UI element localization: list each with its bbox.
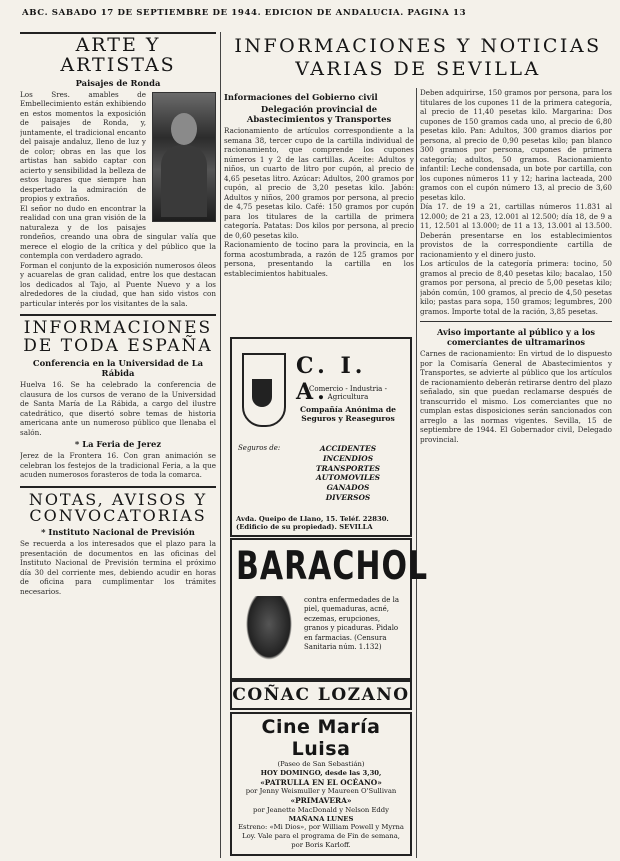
- col3-body-2: Día 17. de 19 a 21, cartillas números 11.831 al 12.000; de 21 a 23, 12.001 al 12.500; día 18, de 9 a 11, 12.501 al 13.000; de 11 a 13, 13.001 al 13.500. Deberán presentarse en los establecimientos provistos de la correspondiente cartilla de racionamiento y el dinero justo.: [420, 202, 612, 259]
- inf-espana-subtitle: Conferencia en la Universidad de La Rábida: [32, 358, 204, 379]
- sevilla-sub1: Informaciones del Gobierno civil: [224, 92, 378, 102]
- page-header: ABC. SÁBADO 17 DE SEPTIEMBRE DE 1944. EDICION DE ANDALUCIA. PAGINA 13: [22, 8, 467, 18]
- sevilla-body: Racionamiento de artículos correspondiente a la semana 38, tercer cupo de la cartilla individual de racionamiento, que comprende los cupones números 1 y 2 de las cartillas. Aceite: Adultos y niños, un cuarto de litro por cupón, al precio de 4,65 pesetas litro. Azúcar: Adultos, 200 gramos por cupón, al precio de 3,20 pesetas kilo. Jabón: Adultos y niños, 200 gramos por persona, al precio de 4,75 pesetas kilo. Café: 150 gramos por cupón para los titulares de la cartilla de primera categoría. Patatas: Dos kilos por persona, al precio de 0,60 pesetas kilo.: [224, 126, 414, 240]
- cia-item: AUTOMOVILES: [316, 473, 380, 483]
- cia-item: GANADOS: [326, 483, 370, 493]
- barachol-text: contra enfermedades de la piel, quemaduras, acné, eczemas, erupciones, granos y picaduras. Pidalo en farmacias. (Censura Sanitaria núm. 1.132): [304, 596, 400, 652]
- section-rule: [420, 321, 612, 322]
- inf-espana-title: INFORMACIONES DE TODA ESPAÑA: [23, 318, 213, 357]
- col3-body: Deben adquirirse, 150 gramos por persona, para los titulares de los cupones 11 de la primera categoría, al precio de 11,40 pesetas kilo. Margarina: Dos cupones de 150 gramos cada uno, al precio de 6,80 pesetas kilo. Pan: Adultos, 300 gramos diarios por persona, al precio de 0,90 pesetas kilo; pan blanco 300 gramos por persona, cupones de primera categoría; adultos, 50 gramos. Racionamiento infantil: Leche condensada, un bote por cartilla, con los cupones números 11 y 12; harina lacteada, 200 gramos con el cupón número 13, al precio de 3,60 pesetas kilo.: [420, 88, 612, 202]
- cia-items: [292, 444, 404, 503]
- barachol-figure: [242, 596, 296, 666]
- cia-advert: [230, 337, 412, 537]
- right-column: [420, 88, 612, 858]
- arte-title: ARTE Y ARTISTAS: [20, 32, 216, 76]
- section-rule: [20, 314, 216, 316]
- sevilla-body-b: Racionamiento de tocino para la provincia, en la forma acostumbrada, a razón de 125 gramos por persona, presentando la cartilla en los establecimientos habituales.: [224, 240, 414, 278]
- inf-espana-body: Huelva 16. Se ha celebrado la conferencia de clausura de los cursos de verano de la Universidad de Santa María de La Rábida, a cargo del ilustre catedrático, que disertó sobre temas de historia americana ante un numeroso público que llenaba el salón.: [20, 380, 216, 437]
- column-divider: [220, 32, 221, 858]
- cine-line3: por Jenny Weismuller y Maureen O'Sullivan: [245, 787, 397, 796]
- arte-body: Los Sres. amables de Embellecimiento están exhibiendo en estos momentos la exposición de paisajes de Ronda, y, juntamente, el tradicional encanto del paisaje andaluz, lleno de luz y de color; obras en las que los artistas han sabido captar con acierto y sensibilidad la belleza de estos lugares que siempre han despertado la admiración de propios y extraños.: [20, 89, 146, 204]
- cine-line5: por Jeanette MacDonald y Nelson Eddy: [253, 805, 389, 814]
- aviso-heading: Aviso importante al público y a los comerciantes de ultramarinos: [436, 327, 596, 347]
- cia-item: TRANSPORTES: [316, 463, 380, 473]
- cia-title: C. I. A.: [296, 353, 367, 405]
- column-divider: [416, 88, 417, 858]
- cine-line4: «PRIMAVERA»: [290, 796, 352, 806]
- col3-body-3: Los artículos de la categoría primera: tocino, 50 gramos al precio de 8,40 pesetas kilo; bacalao, 150 gramos por persona, al precio de 5,00 pesetas kilo; jabón común, 100 gramos, al precio de 4,50 pesetas kilo; pastas para sopa, 150 gramos; legumbres, 200 gramos. Importe total de la ración, 3,85 pesetas.: [420, 259, 612, 316]
- cine-line6: MAÑANA LUNES: [288, 814, 354, 823]
- cine-title: Cine María Luisa: [261, 716, 381, 760]
- cia-line1: Comercio - Industria - Agricultura: [309, 385, 387, 402]
- cia-shield-icon: [242, 353, 286, 427]
- inf-espana-body-2: Jerez de la Frontera 16. Con gran animación se celebran los festejos de la tradicional Feria, a la que acuden numerosos forasteros de toda la comarca.: [20, 451, 216, 480]
- cia-seguros: Seguros de:: [238, 444, 281, 452]
- cine-line1: HOY DOMINGO, desde las 3,30,: [260, 768, 382, 777]
- cia-item: ACCIDENTES: [319, 444, 377, 453]
- sevilla-sub2: Delegación provincial de Abastecimientos y Transportes: [246, 104, 392, 124]
- cine-advert: [230, 712, 412, 856]
- notas-body: Se recuerda a los interesados que el plazo para la presentación de documentos en las oficinas del Instituto Nacional de Previsión termina el próximo día 30 del corriente mes, debiendo acudir en horas de oficina para cumplimentar los trámites necesarios.: [20, 539, 216, 596]
- cia-item: DIVERSOS: [325, 492, 371, 502]
- cine-place: (Paseo de San Sebastián): [277, 760, 365, 768]
- cia-line2: Compañía Anónima de Seguros y Reaseguros: [300, 405, 396, 424]
- cia-item: INCENDIOS: [322, 453, 374, 463]
- arte-body-2: El señor no dudo en encontrar la realidad con una gran visión de la naturaleza y de los paisajes rondeños, creando una obra de singular valía que merece el elogio de la crítica y del público que la contempla con verdadero agrado.: [20, 203, 216, 261]
- left-column: [20, 32, 216, 858]
- section-rule: [20, 486, 216, 488]
- cia-address: Avda. Queipo de Llano, 15. Teléf. 22830. (Edificio de su propiedad). SEVILLA: [236, 515, 389, 532]
- barachol-advert: [230, 538, 429, 680]
- barachol-title: BARACHOL: [236, 544, 429, 590]
- arte-body-3: Forman el conjunto de la exposición numerosos óleos y acuarelas de gran calidad, entre los que destacan los dedicados al Tajo, al Puente Nuevo y a los alrededores de la ciudad, que han sido vistos con particular interés por los visitantes de la sala.: [20, 260, 216, 308]
- inf-espana-sub2: * La Feria de Jerez: [74, 439, 162, 450]
- middle-column: [224, 88, 414, 334]
- aviso-body: Carnes de racionamiento: En virtud de lo dispuesto por la Comisaría General de Abastecimientos y Transportes, se advierte al público que los artículos de racionamiento deberán retirarse dentro del plazo señalado, sin que puedan reclamarse después de transcurrido el mismo. Los comerciantes que no cumplan estas disposiciones serán sancionados con arreglo a las normas vigentes. Sevilla, 15 de septiembre de 1944. El Gobernador civil, Delegado provincial.: [420, 349, 612, 444]
- cine-line7: Estreno: «Mi Dios», por William Powell y Myrna Loy. Vale para el programa de Fin de semana, por Boris Karloff.: [238, 823, 404, 850]
- cine-line2: «PATRULLA EN EL OCÉANO»: [260, 777, 382, 787]
- notas-subtitle: * Instituto Nacional de Previsión: [41, 527, 195, 538]
- arte-subtitle: Paisajes de Ronda: [75, 77, 161, 88]
- conac-advert: COÑAC LOZANO: [230, 680, 412, 710]
- notas-title: NOTAS, AVISOS Y CONVOCATORIAS: [28, 489, 208, 526]
- sevilla-title: INFORMACIONES Y NOTICIAS VARIAS DE SEVILLA: [234, 35, 602, 80]
